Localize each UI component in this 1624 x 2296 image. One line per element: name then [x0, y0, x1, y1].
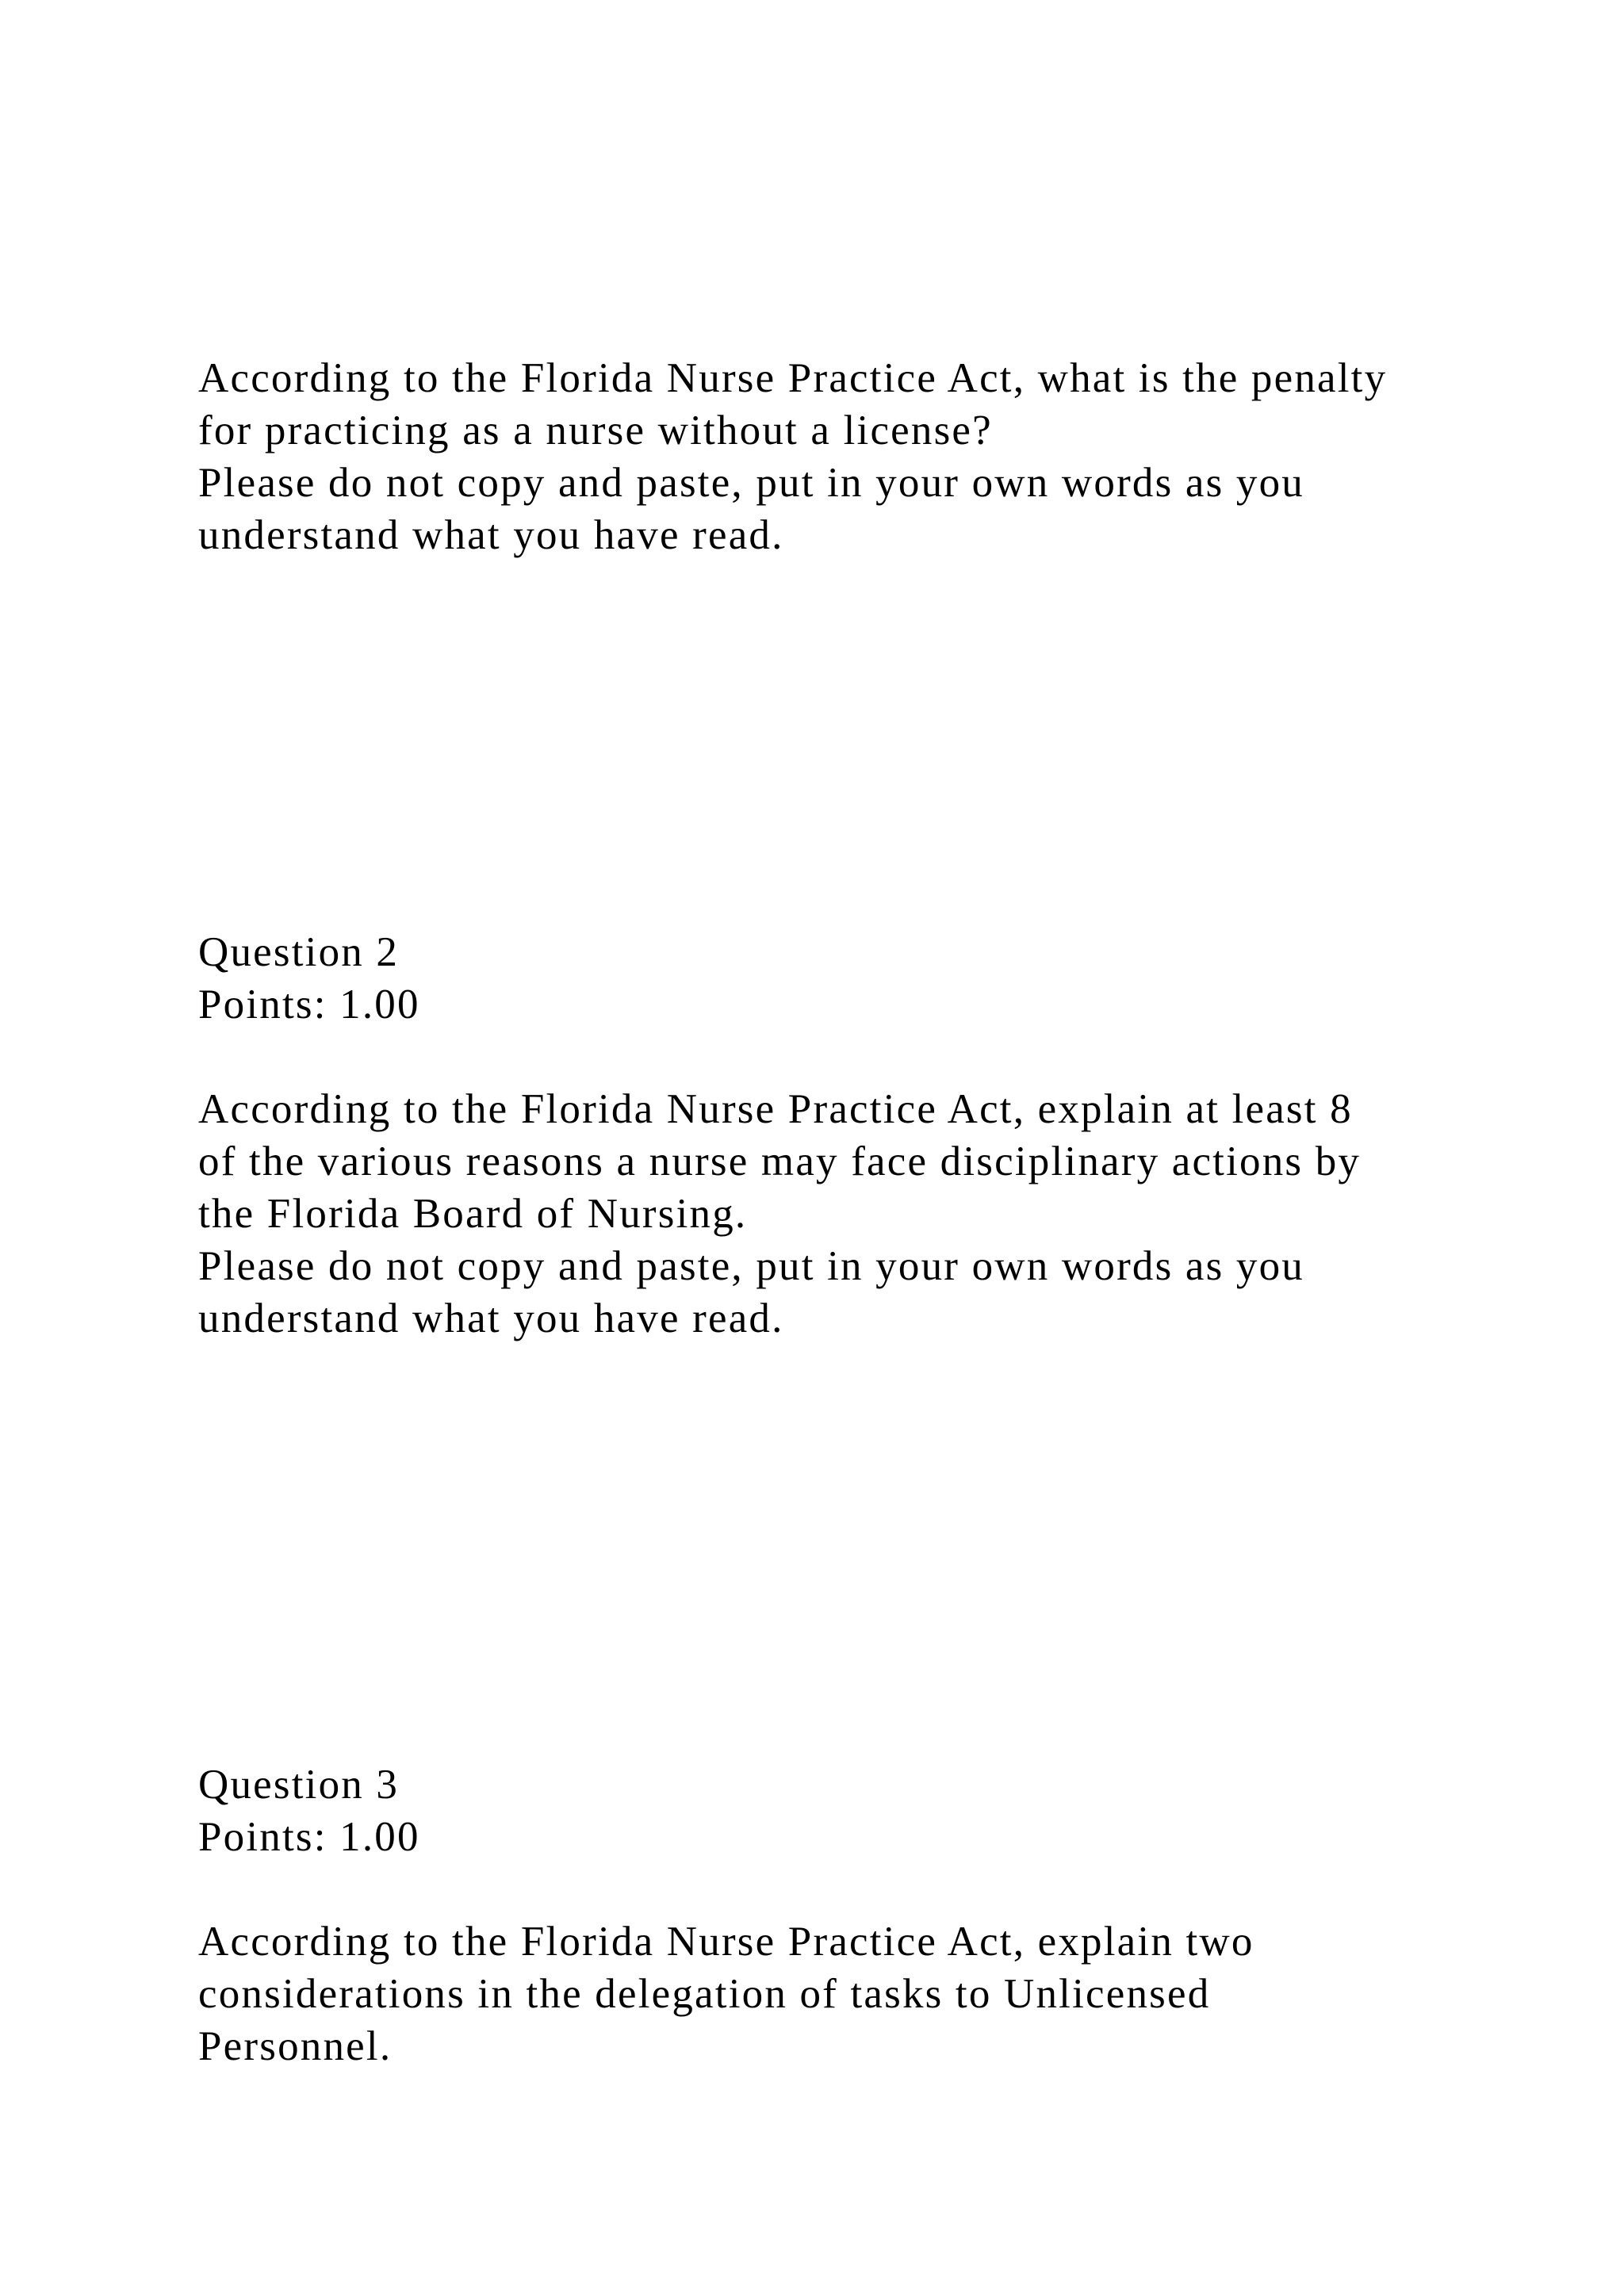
question-3-line: According to the Florida Nurse Practice Act, explain two — [198, 1919, 1254, 1965]
question-2-line: the Florida Board of Nursing. — [198, 1191, 748, 1237]
question-1-line: According to the Florida Nurse Practice Act, what is the penalty — [198, 355, 1388, 401]
question-1-line: understand what you have read. — [198, 512, 784, 558]
question-1-line: Please do not copy and paste, put in your own words as you — [198, 460, 1304, 506]
question-3-line: Personnel. — [198, 2023, 393, 2069]
question-1-block — [198, 352, 1507, 561]
question-1-line: for practicing as a nurse without a license? — [198, 408, 993, 453]
question-3-line: considerations in the delegation of tasks to Unlicensed — [198, 1971, 1211, 2017]
blank-line — [198, 1863, 1507, 1915]
question-2-heading: Question 2 — [198, 929, 400, 975]
question-2-points: Points: 1.00 — [198, 982, 420, 1027]
question-3-heading: Question 3 — [198, 1762, 400, 1808]
question-2-line: Please do not copy and paste, put in your own words as you — [198, 1243, 1304, 1289]
question-2-block — [198, 926, 1507, 1345]
question-2-line: of the various reasons a nurse may face disciplinary actions by — [198, 1138, 1362, 1184]
question-3-block — [198, 1758, 1507, 2072]
question-2-line: understand what you have read. — [198, 1295, 784, 1341]
blank-line — [198, 1031, 1507, 1083]
question-2-line: According to the Florida Nurse Practice Act, explain at least 8 — [198, 1086, 1353, 1132]
question-3-points: Points: 1.00 — [198, 1814, 420, 1860]
